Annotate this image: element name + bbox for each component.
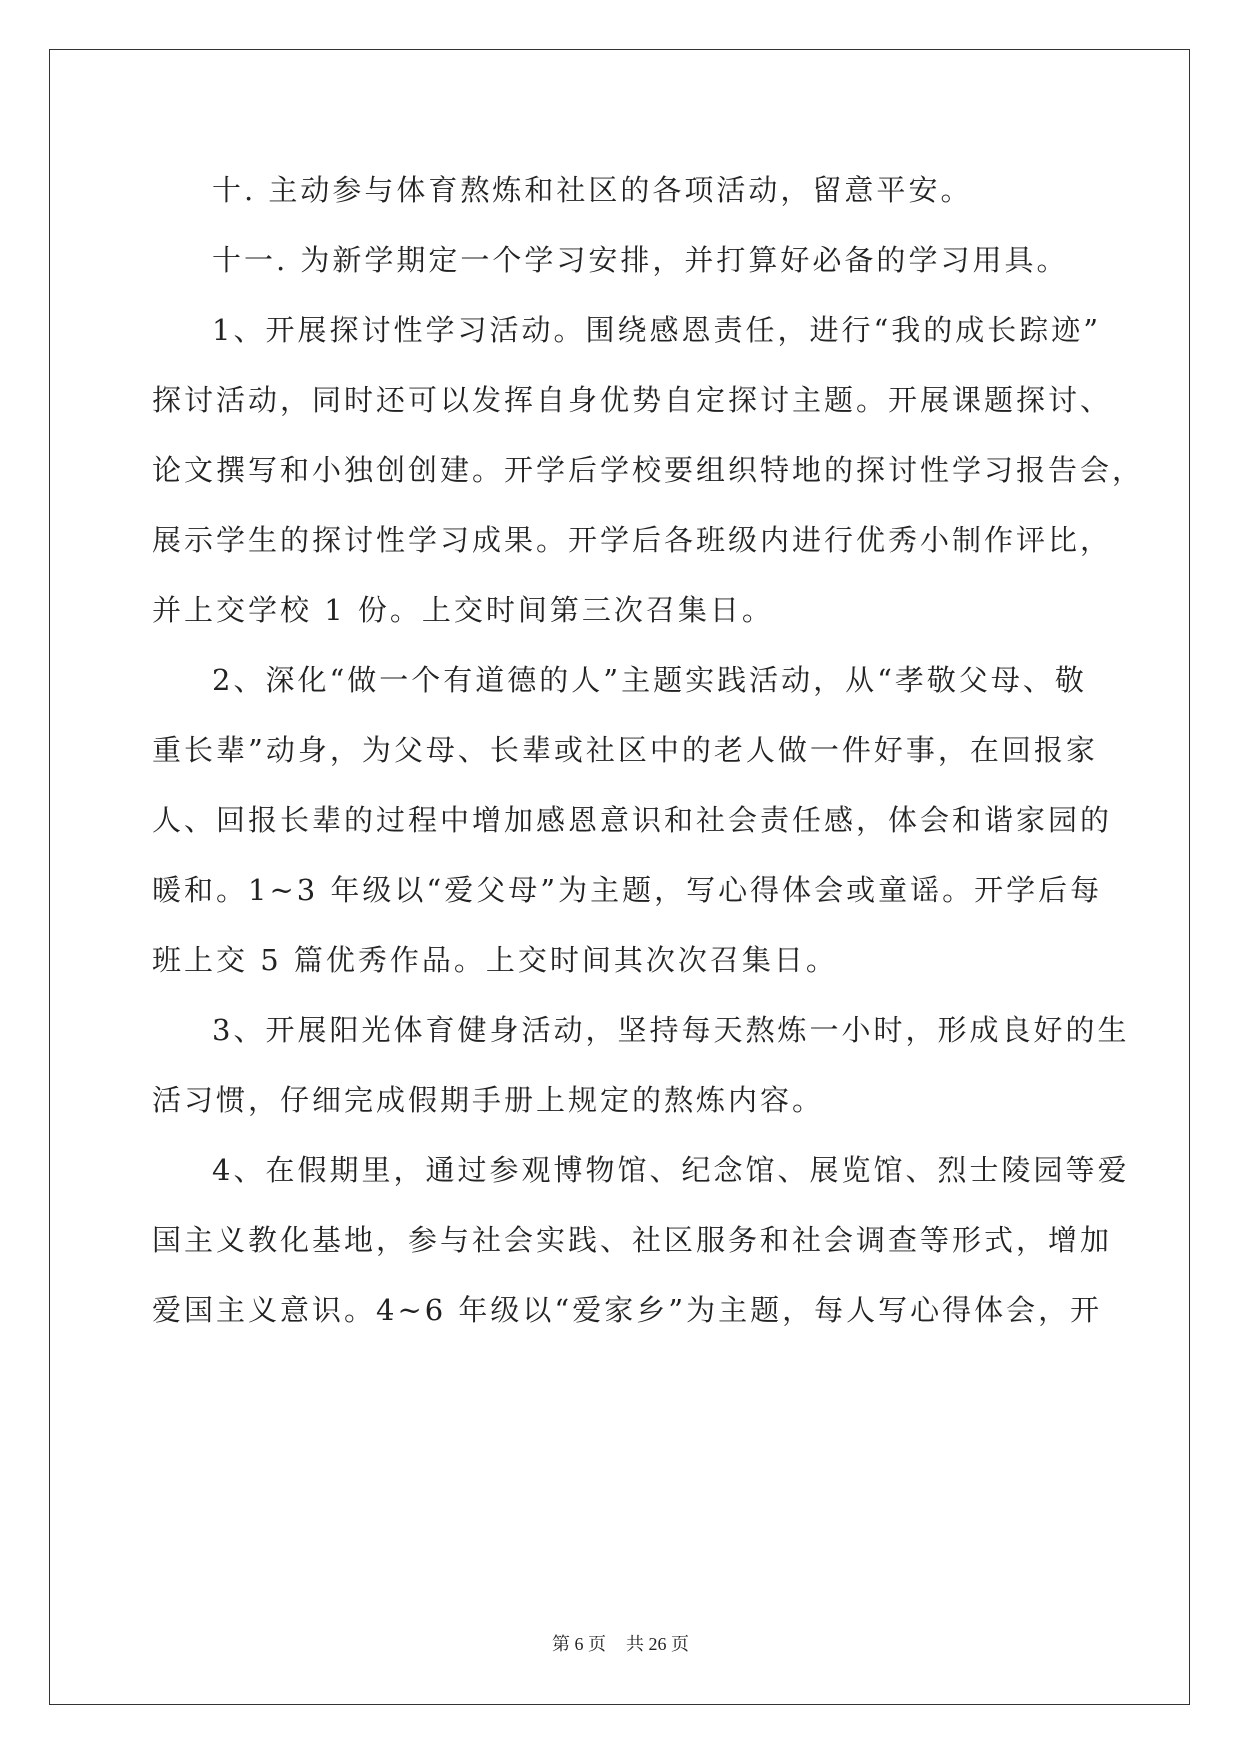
- paragraph-1-line-2: 探讨活动，同时还可以发挥自身优势自定探讨主题。开展课题探讨、: [152, 383, 1113, 417]
- paragraph-1-line-1: 1、开展探讨性学习活动。围绕感恩责任，进行“我的成长踪迹”: [212, 313, 1102, 347]
- paragraph-2-line-5: 班上交 5 篇优秀作品。上交时间其次次召集日。: [152, 943, 838, 977]
- document-body: [152, 155, 1145, 1345]
- paragraph-4-line-2: 国主义教化基地，参与社会实践、社区服务和社会调查等形式，增加: [152, 1223, 1113, 1257]
- page-footer: [0, 1630, 1241, 1656]
- total-pages: 共 26 页: [626, 1634, 689, 1654]
- paragraph-11: 十一. 为新学期定一个学习安排，并打算好必备的学习用具。: [212, 243, 1069, 277]
- paragraph-4-line-3: 爱国主义意识。4~6 年级以“爱家乡”为主题，每人写心得体会，开: [152, 1293, 1103, 1327]
- paragraph-1-line-3: 论文撰写和小独创创建。开学后学校要组织特地的探讨性学习报告会，: [152, 453, 1145, 487]
- paragraph-2-line-3: 人、回报长辈的过程中增加感恩意识和社会责任感，体会和谐家园的: [152, 803, 1113, 837]
- paragraph-4-line-1: 4、在假期里，通过参观博物馆、纪念馆、展览馆、烈士陵园等爱: [212, 1153, 1130, 1187]
- paragraph-2-line-1: 2、深化“做一个有道德的人”主题实践活动，从“孝敬父母、敬: [212, 663, 1087, 697]
- paragraph-1-line-4: 展示学生的探讨性学习成果。开学后各班级内进行优秀小制作评比，: [152, 523, 1113, 557]
- paragraph-3-line-2: 活习惯，仔细完成假期手册上规定的熬炼内容。: [152, 1083, 825, 1117]
- page-number: 第 6 页: [552, 1634, 606, 1654]
- paragraph-2-line-2: 重长辈”动身，为父母、长辈或社区中的老人做一件好事，在回报家: [152, 733, 1098, 767]
- paragraph-10: 十. 主动参与体育熬炼和社区的各项活动，留意平安。: [212, 173, 973, 207]
- paragraph-1-line-5: 并上交学校 1 份。上交时间第三次召集日。: [152, 593, 774, 627]
- paragraph-3-line-1: 3、开展阳光体育健身活动，坚持每天熬炼一小时，形成良好的生: [212, 1013, 1130, 1047]
- paragraph-2-line-4: 暖和。1~3 年级以“爱父母”为主题，写心得体会或童谣。开学后每: [152, 873, 1103, 907]
